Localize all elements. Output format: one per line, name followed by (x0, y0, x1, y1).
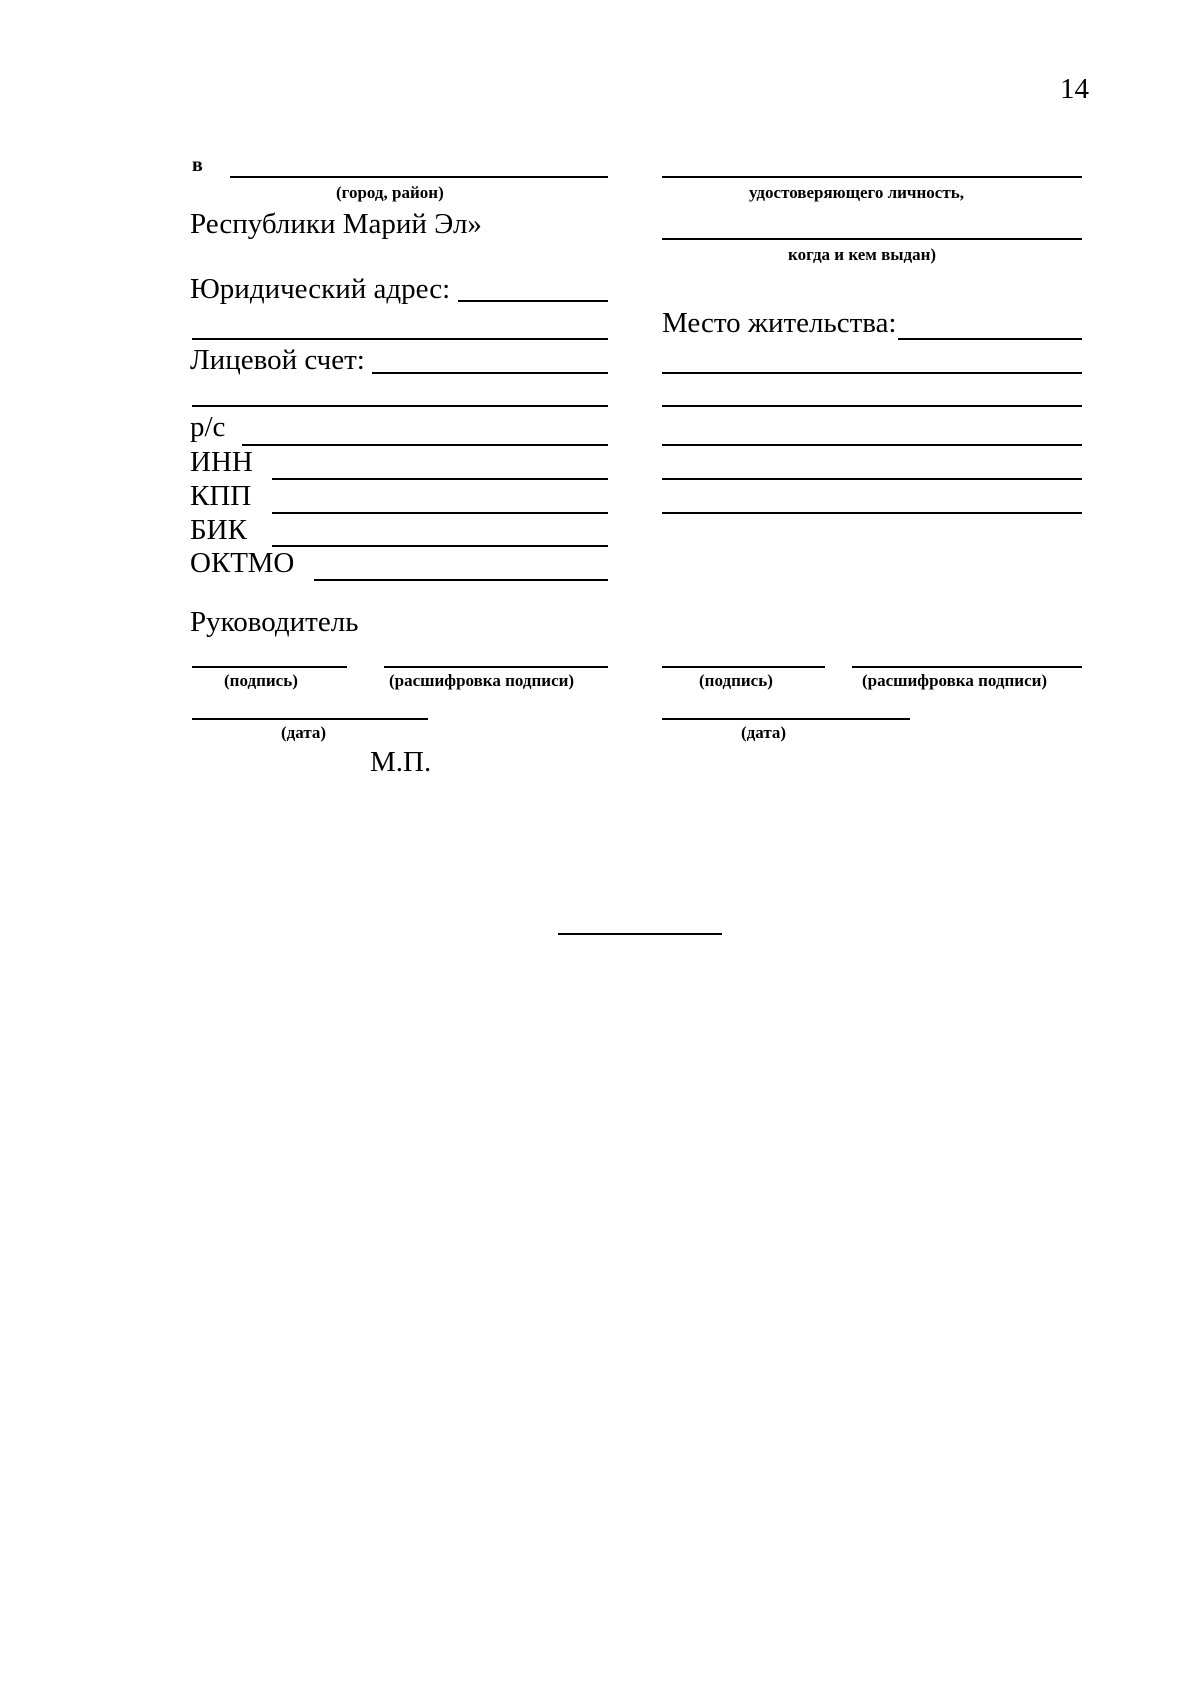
right-date-caption: (дата) (741, 723, 787, 742)
left-decode-line[interactable] (384, 666, 608, 668)
republic-text: Республики Марий Эл» (190, 208, 482, 240)
legal-address-line-2[interactable] (192, 338, 608, 340)
left-date-line[interactable] (192, 718, 428, 720)
residence-line-3[interactable] (662, 405, 1082, 407)
rs-line[interactable] (242, 444, 608, 446)
identity-line[interactable] (662, 176, 1082, 178)
residence-line-2[interactable] (662, 372, 1082, 374)
left-sign-caption: (подпись) (224, 671, 298, 690)
legal-address-line-1[interactable] (458, 300, 608, 302)
residence-line-6[interactable] (662, 512, 1082, 514)
kpp-line[interactable] (272, 512, 608, 514)
left-date-caption: (дата) (281, 723, 327, 742)
legal-address-label: Юридический адрес: (190, 273, 451, 305)
right-date-line[interactable] (662, 718, 910, 720)
right-sign-line[interactable] (662, 666, 825, 668)
left-decode-caption: (расшифровка подписи) (389, 671, 575, 690)
page-number: 14 (1060, 73, 1089, 105)
oktmo-line[interactable] (314, 579, 608, 581)
residence-line-5[interactable] (662, 478, 1082, 480)
kpp-label: КПП (190, 480, 252, 512)
account-label: Лицевой счет: (190, 344, 365, 376)
bik-label: БИК (190, 514, 247, 546)
residence-line-4[interactable] (662, 444, 1082, 446)
account-line-1[interactable] (372, 372, 608, 374)
right-decode-caption: (расшифровка подписи) (862, 671, 1048, 690)
oktmo-label: ОКТМО (190, 547, 295, 579)
caption-identity: удостоверяющего личность, (749, 183, 964, 202)
left-sign-line[interactable] (192, 666, 347, 668)
right-sign-caption: (подпись) (699, 671, 773, 690)
inn-label: ИНН (190, 446, 253, 478)
bik-line[interactable] (272, 545, 608, 547)
caption-issued: когда и кем выдан) (788, 245, 937, 264)
residence-label: Место жительства: (662, 307, 897, 339)
account-line-2[interactable] (192, 405, 608, 407)
head-label: Руководитель (190, 606, 359, 638)
city-line[interactable] (230, 176, 608, 178)
stamp-label: М.П. (370, 746, 432, 778)
rs-label: р/с (190, 411, 226, 443)
right-decode-line[interactable] (852, 666, 1082, 668)
inn-line[interactable] (272, 478, 608, 480)
prefix-v: в (192, 154, 203, 176)
end-separator (558, 933, 722, 935)
issued-line[interactable] (662, 238, 1082, 240)
caption-city: (город, район) (336, 183, 444, 202)
residence-line-1[interactable] (898, 338, 1082, 340)
